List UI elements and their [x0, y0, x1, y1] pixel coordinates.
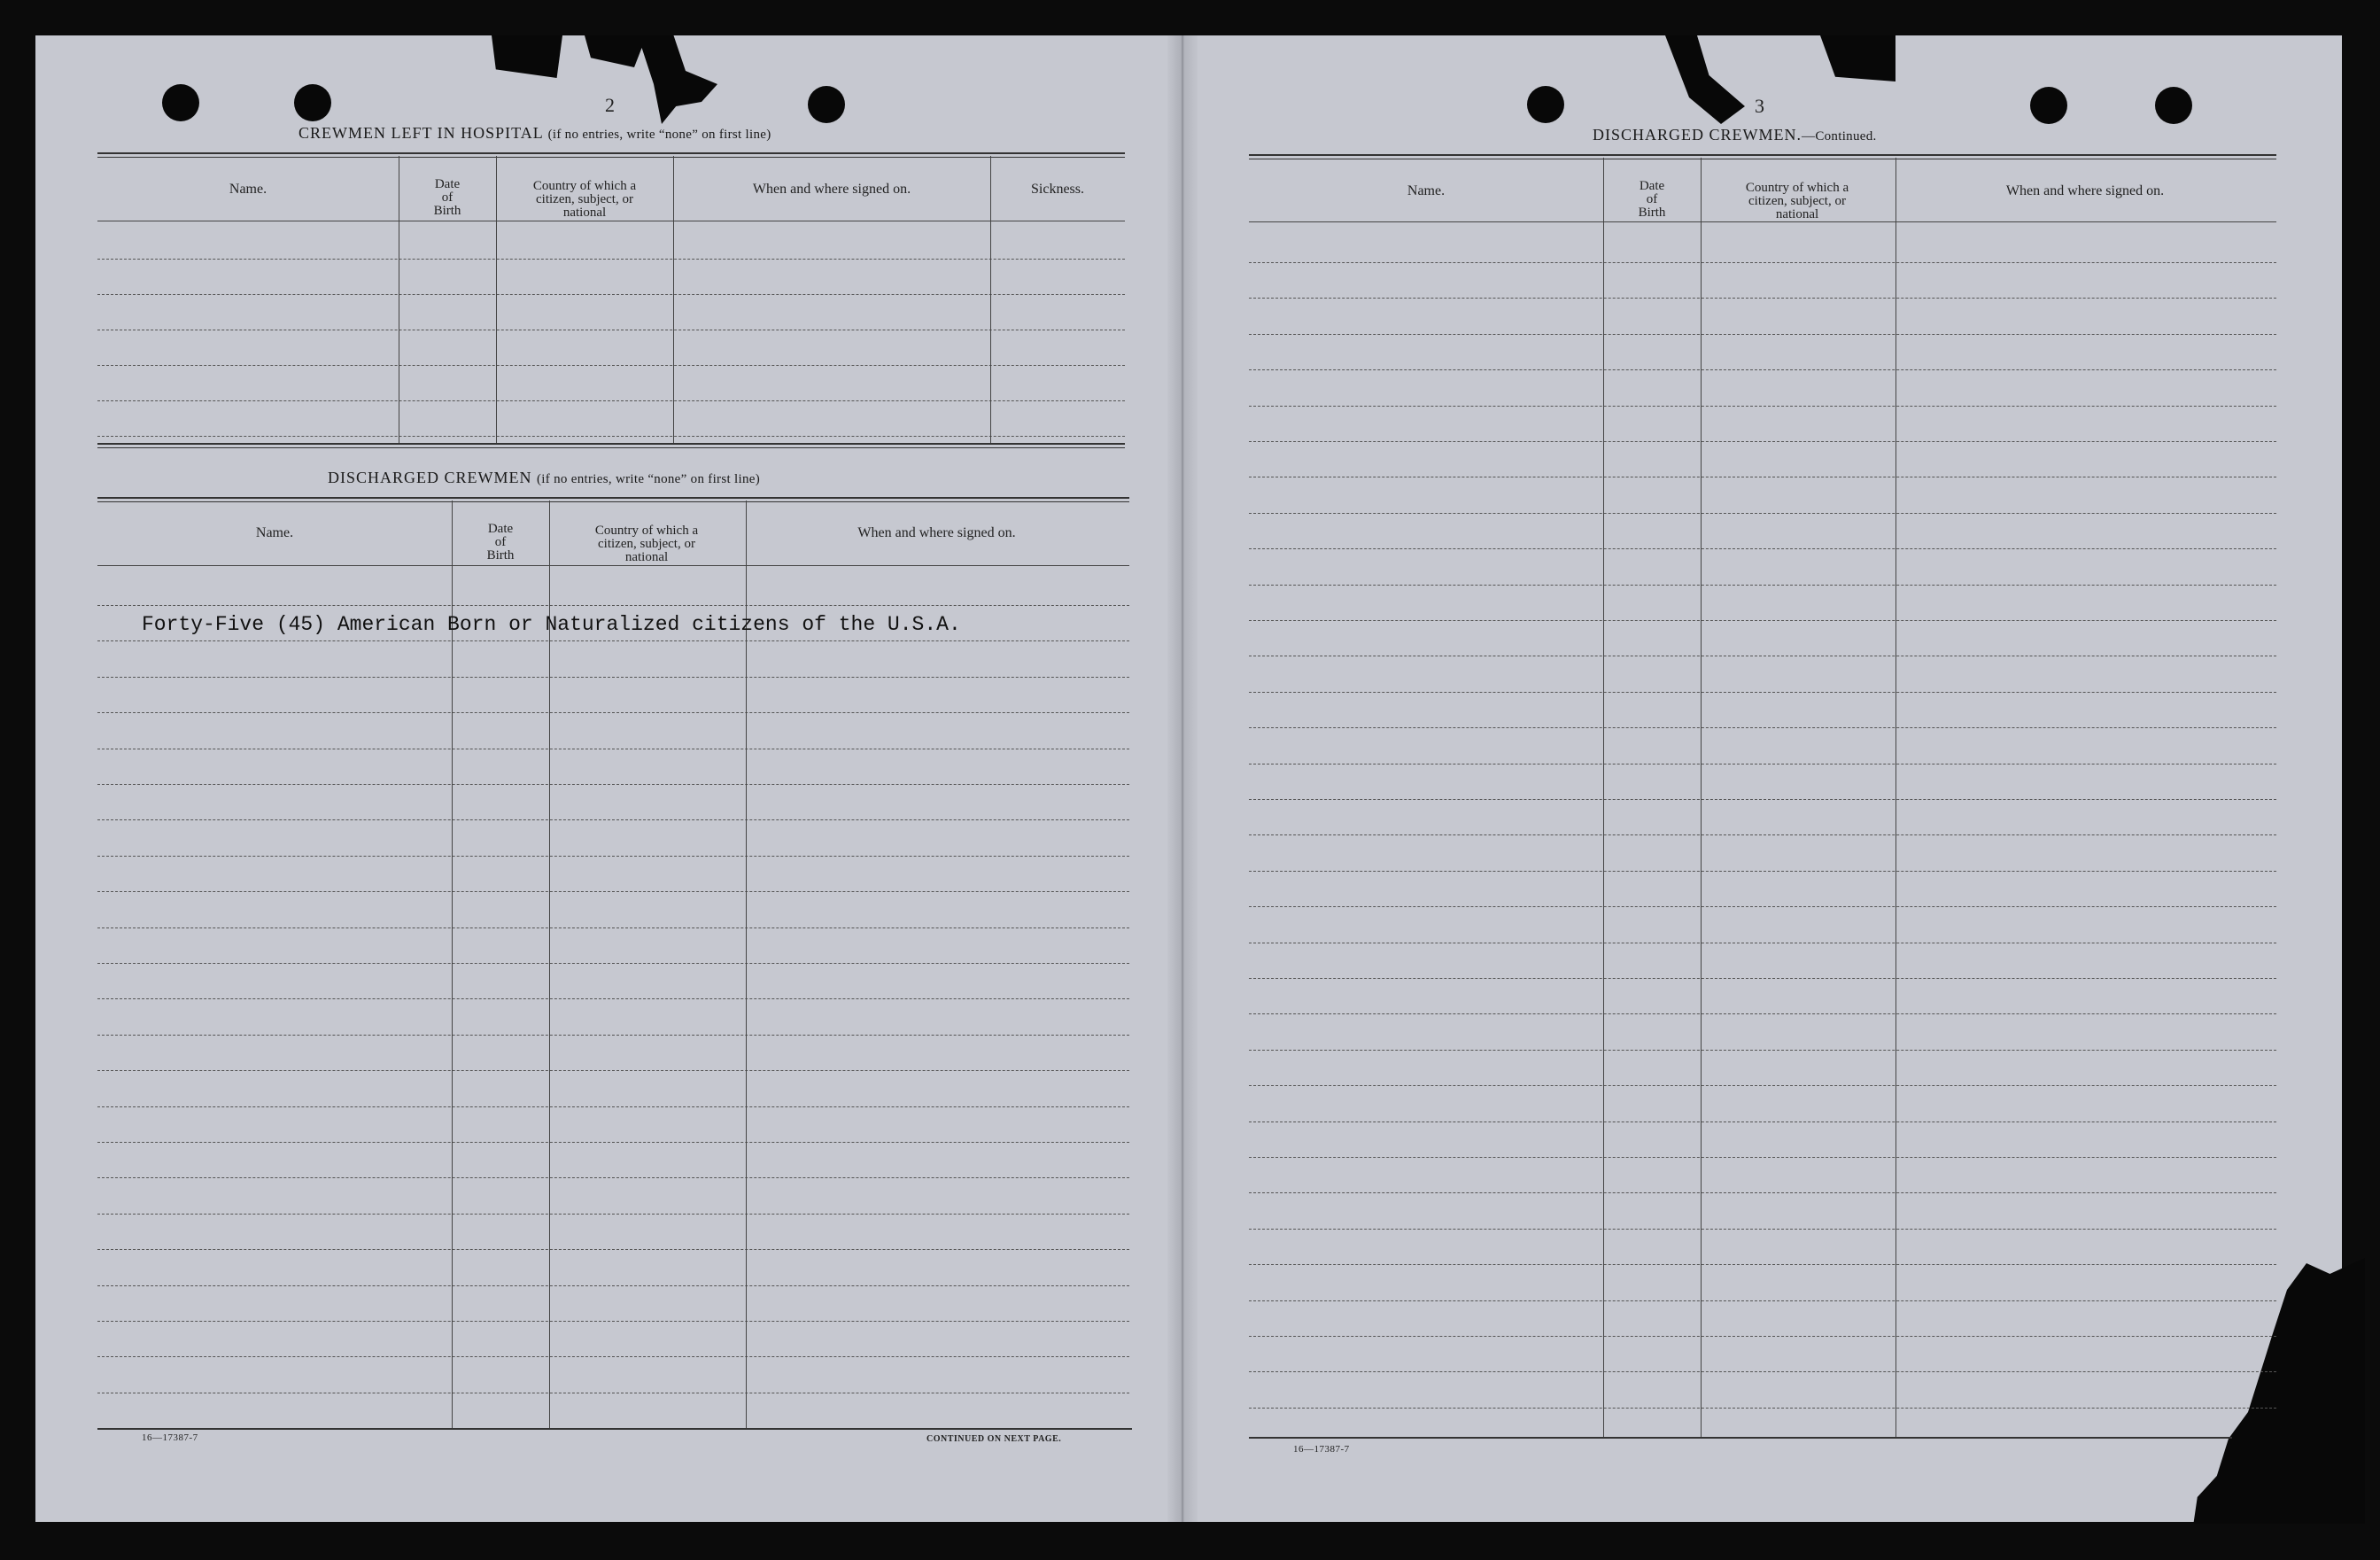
double-rule	[1249, 154, 2276, 159]
punch-hole	[294, 84, 331, 121]
column-divider	[549, 501, 550, 1428]
entry-line	[97, 1070, 1129, 1071]
column-divider	[496, 156, 497, 443]
entry-line	[1249, 1229, 2276, 1230]
entry-line	[97, 400, 1125, 401]
hospital-col-name: Name.	[229, 182, 267, 197]
page-number: 2	[605, 94, 615, 116]
entry-line	[97, 436, 1125, 437]
hospital-col-country: Country of which a citizen, subject, or national	[532, 179, 637, 220]
entry-line	[97, 784, 1129, 785]
entry-line	[1249, 585, 2276, 586]
entry-line	[1249, 298, 2276, 299]
hospital-title-note: (if no entries, write “none” on first line)	[547, 128, 771, 142]
entry-line	[1249, 1336, 2276, 1337]
entry-line	[1249, 513, 2276, 514]
entry-line	[1249, 871, 2276, 872]
double-rule	[97, 443, 1125, 448]
right-col-signed-on: When and where signed on.	[2005, 183, 2165, 198]
entry-line	[97, 819, 1129, 820]
entry-line	[1249, 406, 2276, 407]
entry-line	[1249, 1050, 2276, 1051]
column-divider	[1895, 158, 1896, 1437]
discharged-title-note: (if no entries, write “none” on first line)	[537, 472, 760, 486]
entry-line	[1249, 1121, 2276, 1122]
entry-line	[97, 677, 1129, 678]
entry-line	[1249, 1371, 2276, 1372]
entry-line	[97, 605, 1129, 606]
entry-line	[97, 1177, 1129, 1178]
entry-line	[1249, 692, 2276, 693]
column-divider	[990, 156, 991, 443]
entry-line	[1249, 1264, 2276, 1265]
header-rule	[97, 565, 1129, 566]
right-col-country: Country of which a citizen, subject, or national	[1745, 181, 1849, 221]
bottom-rule	[1249, 1437, 2232, 1439]
right-col-dob: Date of Birth	[1638, 179, 1666, 220]
continued-note: CONTINUED ON NEXT PAGE.	[926, 1434, 1062, 1444]
entry-line	[97, 1214, 1129, 1215]
entry-line	[97, 1106, 1129, 1107]
entry-line	[1249, 369, 2276, 370]
entry-line	[1249, 441, 2276, 442]
typed-entry: Forty-Five (45) American Born or Naturalized citizens of the U.S.A.	[142, 613, 961, 636]
entry-line	[1249, 334, 2276, 335]
entry-line	[97, 927, 1129, 928]
entry-line	[97, 856, 1129, 857]
entry-line	[97, 1285, 1129, 1286]
hospital-section-title	[298, 124, 771, 143]
discharged-col-signed-on: When and where signed on.	[857, 525, 1016, 540]
double-rule	[97, 497, 1129, 502]
entry-line	[97, 294, 1125, 295]
header-rule	[1249, 221, 2276, 222]
entry-line	[97, 998, 1129, 999]
double-rule	[97, 152, 1125, 158]
entry-line	[97, 365, 1125, 366]
entry-line	[97, 891, 1129, 892]
entry-line	[1249, 978, 2276, 979]
entry-line	[97, 259, 1125, 260]
right-col-name: Name.	[1407, 183, 1446, 198]
punch-hole	[162, 84, 199, 121]
entry-line	[1249, 620, 2276, 621]
entry-line	[97, 1035, 1129, 1036]
hospital-col-sickness: Sickness.	[1031, 182, 1084, 197]
page-number: 3	[1755, 95, 1764, 117]
hospital-title-text: CREWMEN LEFT IN HOSPITAL	[298, 124, 544, 142]
discharged-col-name: Name.	[255, 525, 294, 540]
punch-hole	[808, 86, 845, 123]
entry-line	[97, 1249, 1129, 1250]
column-divider	[1701, 158, 1702, 1437]
entry-line	[1249, 727, 2276, 728]
column-divider	[673, 156, 674, 443]
entry-line	[1249, 1192, 2276, 1193]
punch-hole	[1527, 86, 1564, 123]
right-section-title	[1593, 126, 1877, 144]
discharged-col-country: Country of which a citizen, subject, or national	[594, 524, 699, 564]
entry-line	[1249, 834, 2276, 835]
form-number: 16—17387-7	[142, 1432, 198, 1443]
column-divider	[452, 501, 453, 1428]
entry-line	[1249, 799, 2276, 800]
entry-line	[1249, 262, 2276, 263]
punch-hole	[2155, 87, 2192, 124]
form-number: 16—17387-7	[1293, 1444, 1350, 1455]
entry-line	[1249, 1157, 2276, 1158]
discharged-section-title	[328, 469, 760, 487]
entry-line	[1249, 906, 2276, 907]
discharged-col-dob: Date of Birth	[486, 522, 515, 563]
column-divider	[746, 501, 747, 1428]
entry-line	[97, 1356, 1129, 1357]
entry-line	[97, 712, 1129, 713]
hospital-col-dob: Date of Birth	[433, 177, 461, 218]
entry-line	[97, 640, 1129, 641]
page-fold	[1167, 35, 1198, 1522]
entry-line	[97, 1321, 1129, 1322]
right-title-text: DISCHARGED CREWMEN.	[1593, 126, 1802, 144]
column-divider	[1603, 158, 1604, 1437]
entry-line	[97, 963, 1129, 964]
entry-line	[1249, 548, 2276, 549]
discharged-title-text: DISCHARGED CREWMEN	[328, 469, 532, 486]
bottom-rule	[97, 1428, 1132, 1430]
entry-line	[1249, 1408, 2276, 1409]
hospital-col-signed-on: When and where signed on.	[752, 182, 911, 197]
right-title-continued: —Continued.	[1802, 129, 1877, 144]
entry-line	[1249, 1013, 2276, 1014]
punch-hole	[2030, 87, 2067, 124]
entry-line	[1249, 1085, 2276, 1086]
entry-line	[1249, 1300, 2276, 1301]
entry-line	[97, 1142, 1129, 1143]
